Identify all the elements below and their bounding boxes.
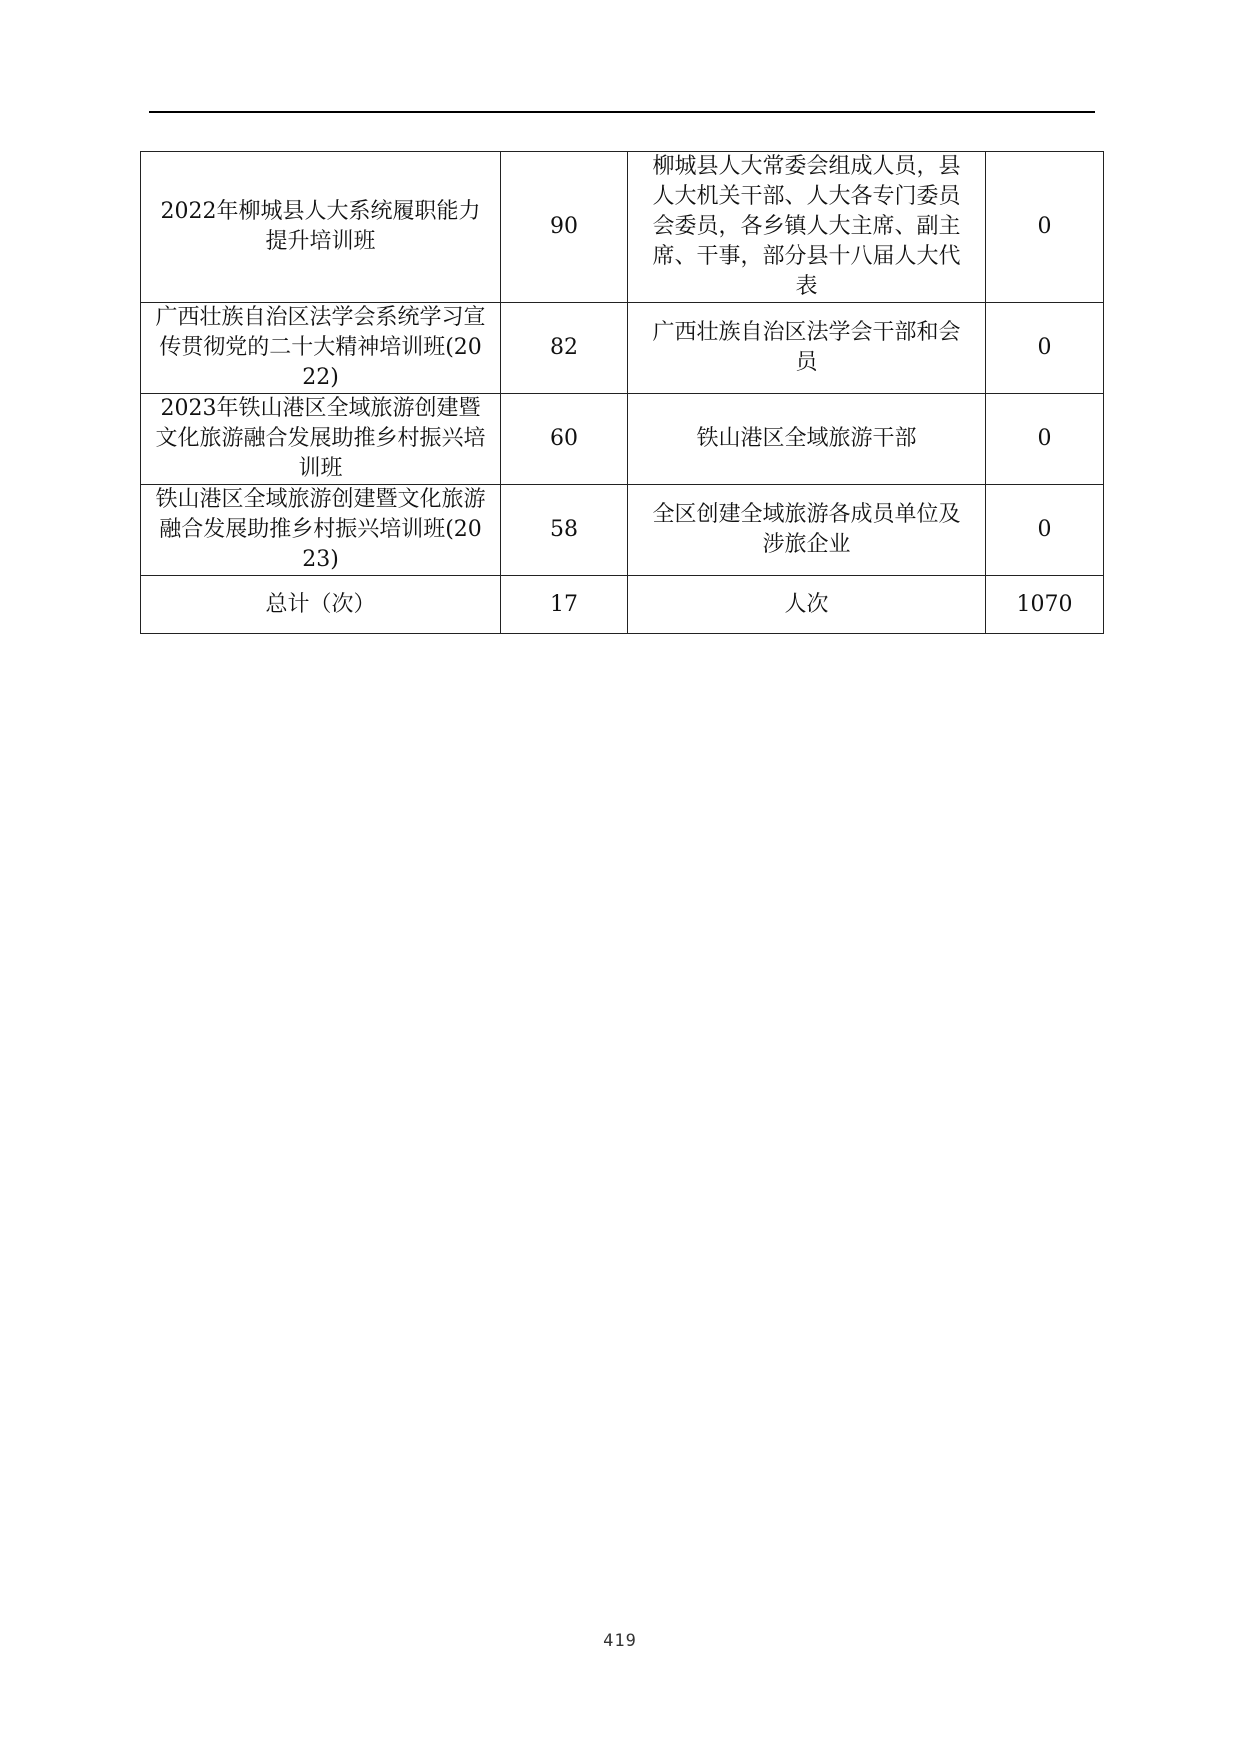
training-name-cell: 2023年铁山港区全域旅游创建暨文化旅游融合发展助推乡村振兴培训班 xyxy=(141,394,501,485)
participant-count-cell: 58 xyxy=(501,485,628,576)
total-label-cell: 总计（次） xyxy=(141,576,501,634)
extra-count-cell: 0 xyxy=(986,485,1104,576)
target-audience-cell: 全区创建全域旅游各成员单位及涉旅企业 xyxy=(628,485,986,576)
table-row xyxy=(141,485,1104,576)
total-count-cell: 17 xyxy=(501,576,628,634)
table-row xyxy=(141,152,1104,303)
training-name-cell: 2022年柳城县人大系统履职能力提升培训班 xyxy=(141,152,501,303)
page-number: 419 xyxy=(603,1631,637,1651)
extra-count-cell: 0 xyxy=(986,152,1104,303)
total-unit-label-cell: 人次 xyxy=(628,576,986,634)
total-people-cell: 1070 xyxy=(986,576,1104,634)
training-name-cell: 铁山港区全域旅游创建暨文化旅游融合发展助推乡村振兴培训班(2023) xyxy=(141,485,501,576)
target-audience-cell: 柳城县人大常委会组成人员，县人大机关干部、人大各专门委员会委员，各乡镇人大主席、副主席、干事，部分县十八届人大代表 xyxy=(628,152,986,303)
participant-count-cell: 60 xyxy=(501,394,628,485)
table-row xyxy=(141,303,1104,394)
target-audience-cell: 广西壮族自治区法学会干部和会员 xyxy=(628,303,986,394)
total-row xyxy=(141,576,1104,634)
participant-count-cell: 82 xyxy=(501,303,628,394)
participant-count-cell: 90 xyxy=(501,152,628,303)
header-rule xyxy=(149,111,1095,113)
training-name-cell: 广西壮族自治区法学会系统学习宣传贯彻党的二十大精神培训班(2022) xyxy=(141,303,501,394)
training-table xyxy=(140,151,1104,634)
target-audience-cell: 铁山港区全域旅游干部 xyxy=(628,394,986,485)
extra-count-cell: 0 xyxy=(986,303,1104,394)
extra-count-cell: 0 xyxy=(986,394,1104,485)
table-row xyxy=(141,394,1104,485)
